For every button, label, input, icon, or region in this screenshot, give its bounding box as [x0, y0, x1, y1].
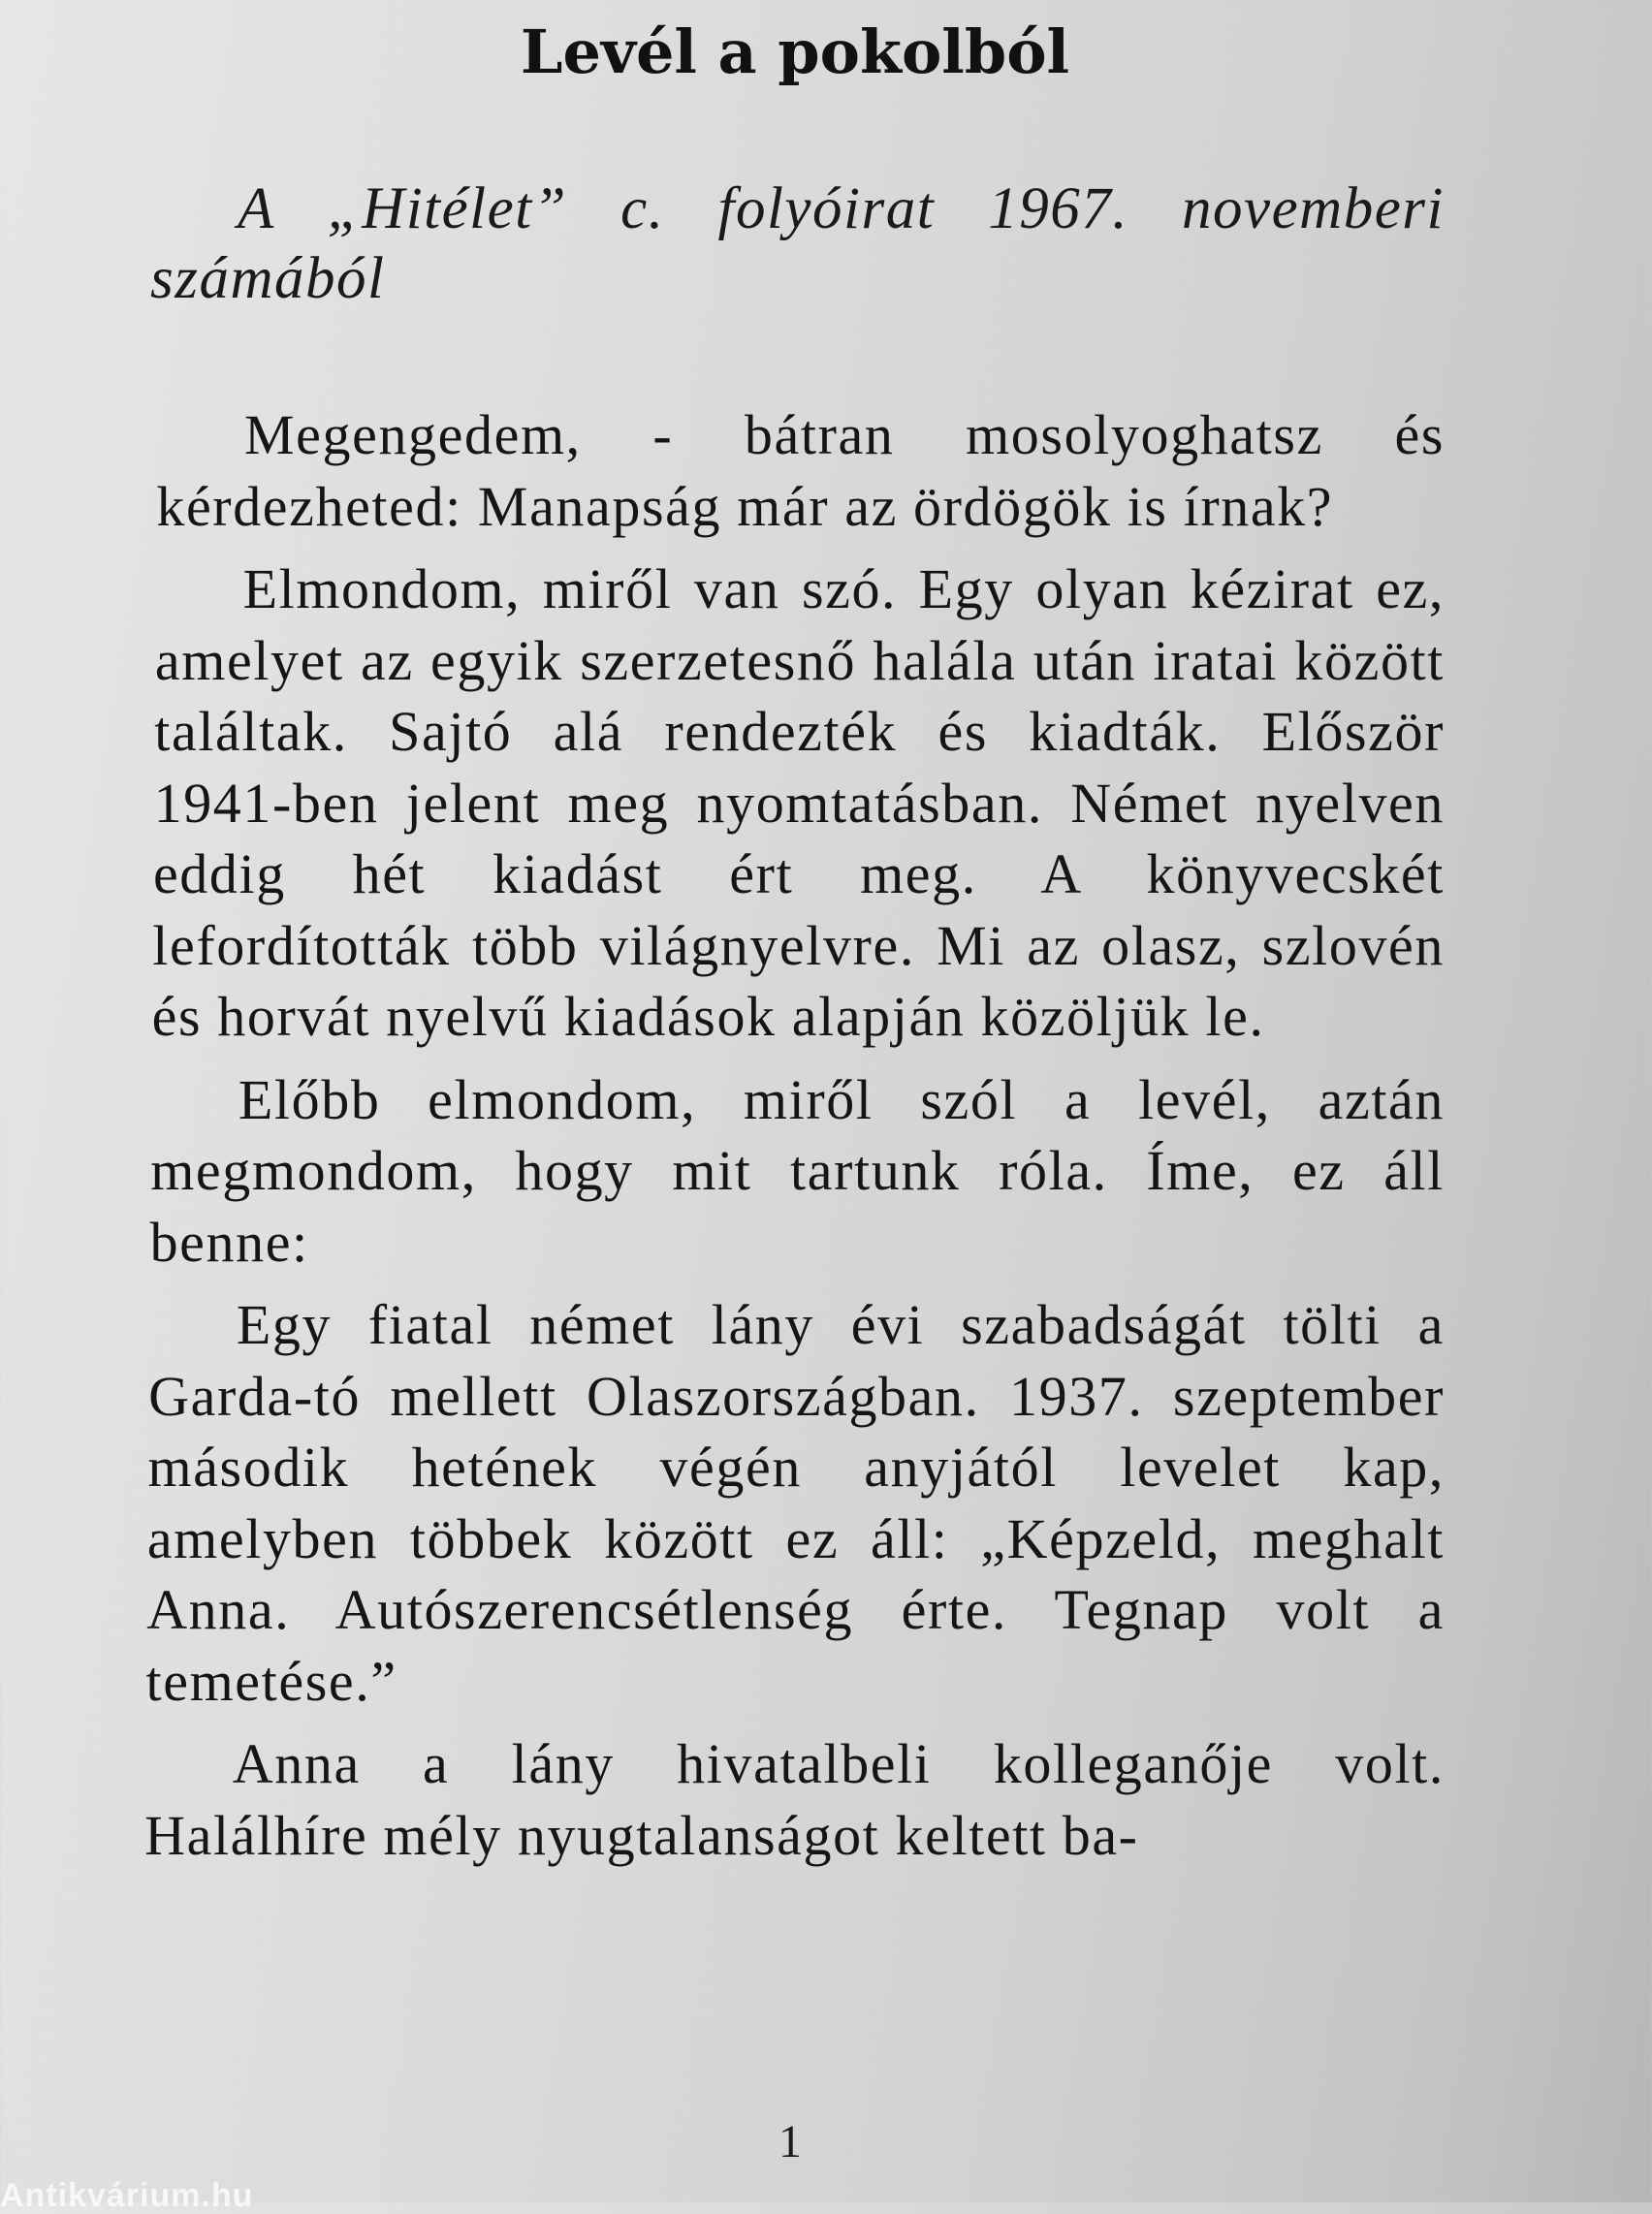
subtitle: A „Hitélet” c. folyóirat 1967. novemberi számából [150, 176, 1445, 311]
paragraph-4: Egy fiatal német lány évi szabadságát tölti a Garda-tó mellett Olaszországban. 1937. szeptember második hetének végén anyjától levelet kap, amelyben többek között ez áll: „Képzeld, meghalt Anna. Autószerencsétlenség érte. Tegnap volt a temetése.” [145, 1293, 1445, 1713]
paragraph-2: Elmondom, miről van szó. Egy olyan kézirat ez, amelyet az egyik szerzetesnő halála után iratai között találtak. Sajtó alá rendezték és kiadták. Először 1941-ben jelent meg nyomtatásban. Német nyelven eddig hét kiadást ért meg. A könyvecskét lefordították több világnyelvre. Mi az olasz, szlovén és horvát nyelvű kiadások alapján közöljük le. [151, 557, 1445, 1048]
paragraph-1: Megengedem, - bátran mosolyoghatsz és kérdezheted: Manapság már az ördögök is írnak? [156, 403, 1445, 538]
watermark: Antikvárium.hu [0, 2177, 254, 2214]
page-number: 1 [778, 2116, 802, 2167]
body-text [143, 399, 1445, 1921]
paragraph-5: Anna a lány hivatalbeli kolleganője volt. Halálhíre mély nyugtalanságot keltett ba- [144, 1732, 1445, 1867]
paragraph-3: Előbb elmondom, miről szól a levél, aztán megmondom, hogy mit tartunk róla. Íme, ez áll benne: [149, 1067, 1445, 1274]
page-title: Levél a pokolból [520, 16, 1070, 87]
